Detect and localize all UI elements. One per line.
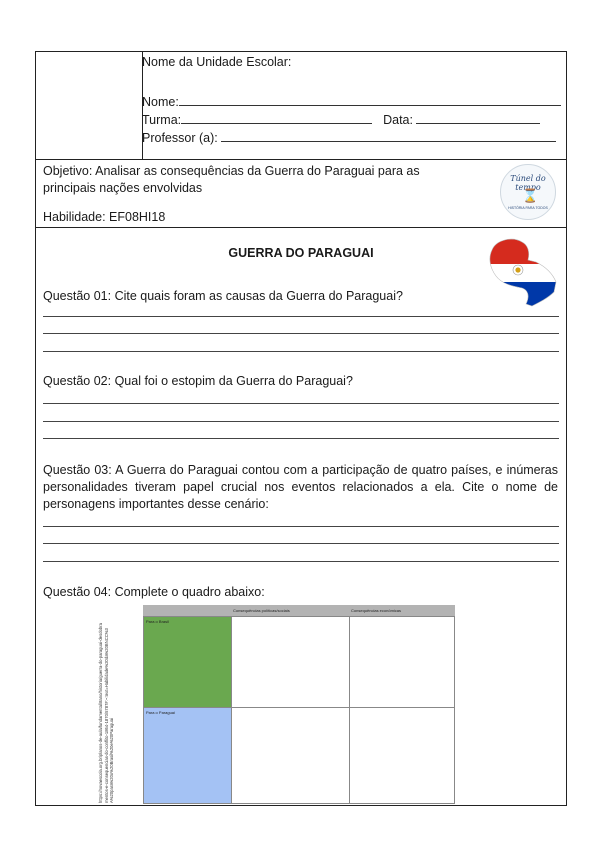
- stamp-text: Túnel do tempo: [510, 174, 546, 192]
- class-label: Turma:: [142, 113, 182, 127]
- objective-text: Objetivo: Analisar as consequências da Guerra do Paraguai para as principais nações envolvidas: [43, 164, 420, 195]
- skill-code: Habilidade: EF08HI18: [43, 210, 166, 224]
- question-04: Questão 04: Complete o quadro abaixo:: [43, 585, 265, 599]
- header-row: [36, 52, 566, 160]
- source-url-text: https://novaescola.org.br/planos-de-aula/fundamental/8ano/historia/guerra-do-paraguai-desdobramentos-e-consequencias-do-conflito-1864-1870/5787#:~:text=Habilidade%20da%20BNCC%3A%20para%20o%20Brasil%20e%20Paraguai: [98, 623, 114, 803]
- answer-line[interactable]: [43, 333, 559, 334]
- table-header-political: Consequências políticas/sociais: [231, 605, 349, 616]
- class-date-row: [142, 111, 540, 127]
- class-field[interactable]: [181, 111, 372, 124]
- date-label: Data:: [383, 113, 413, 127]
- page-title: GUERRA DO PARAGUAI: [228, 246, 374, 260]
- answer-line[interactable]: [43, 526, 559, 527]
- answer-line[interactable]: [43, 561, 559, 562]
- teacher-row: [142, 129, 556, 145]
- question-02: Questão 02: Qual foi o estopim da Guerra do Paraguai?: [43, 374, 353, 388]
- answer-line[interactable]: [43, 438, 559, 439]
- table-grid: [143, 605, 455, 804]
- cell-paraguai-political[interactable]: [231, 707, 350, 804]
- teacher-field[interactable]: [221, 129, 556, 142]
- name-label: Nome:: [142, 95, 179, 109]
- answer-line[interactable]: [43, 543, 559, 544]
- date-field[interactable]: [416, 111, 540, 124]
- stamp-logo: [500, 164, 556, 220]
- table-header-economic: Consequências econômicas: [349, 605, 455, 616]
- name-field-row: [142, 93, 561, 109]
- cell-brasil-political[interactable]: [231, 616, 350, 708]
- objective-row: [36, 159, 566, 228]
- table-header-empty: [143, 605, 231, 616]
- question-01: Questão 01: Cite quais foram as causas da Guerra do Paraguai?: [43, 289, 403, 303]
- answer-line[interactable]: [43, 421, 559, 422]
- worksheet: [35, 51, 567, 806]
- source-url: [98, 623, 138, 803]
- stamp-subtext: HISTÓRIA PARA TODOS: [508, 206, 548, 210]
- name-field[interactable]: [179, 93, 561, 106]
- school-name-label: Nome da Unidade Escolar:: [142, 55, 292, 69]
- teacher-label: Professor (a):: [142, 131, 218, 145]
- cell-paraguai-economic[interactable]: [349, 707, 455, 804]
- answer-line[interactable]: [43, 351, 559, 352]
- answer-line[interactable]: [43, 316, 559, 317]
- row-label-brasil: Para o Brasil: [143, 616, 232, 708]
- question-03: Questão 03: A Guerra do Paraguai contou com a participação de quatro países, e inúmeras personalidades tiveram papel crucial nos eventos relacionados a ela. Cite o nome de personagens importantes desse cenário:: [43, 463, 558, 511]
- cell-brasil-economic[interactable]: [349, 616, 455, 708]
- hourglass-icon: ⌛: [522, 188, 539, 203]
- row-label-paraguai: Para o Paraguai: [143, 707, 232, 804]
- answer-line[interactable]: [43, 403, 559, 404]
- logo-box: [36, 52, 143, 159]
